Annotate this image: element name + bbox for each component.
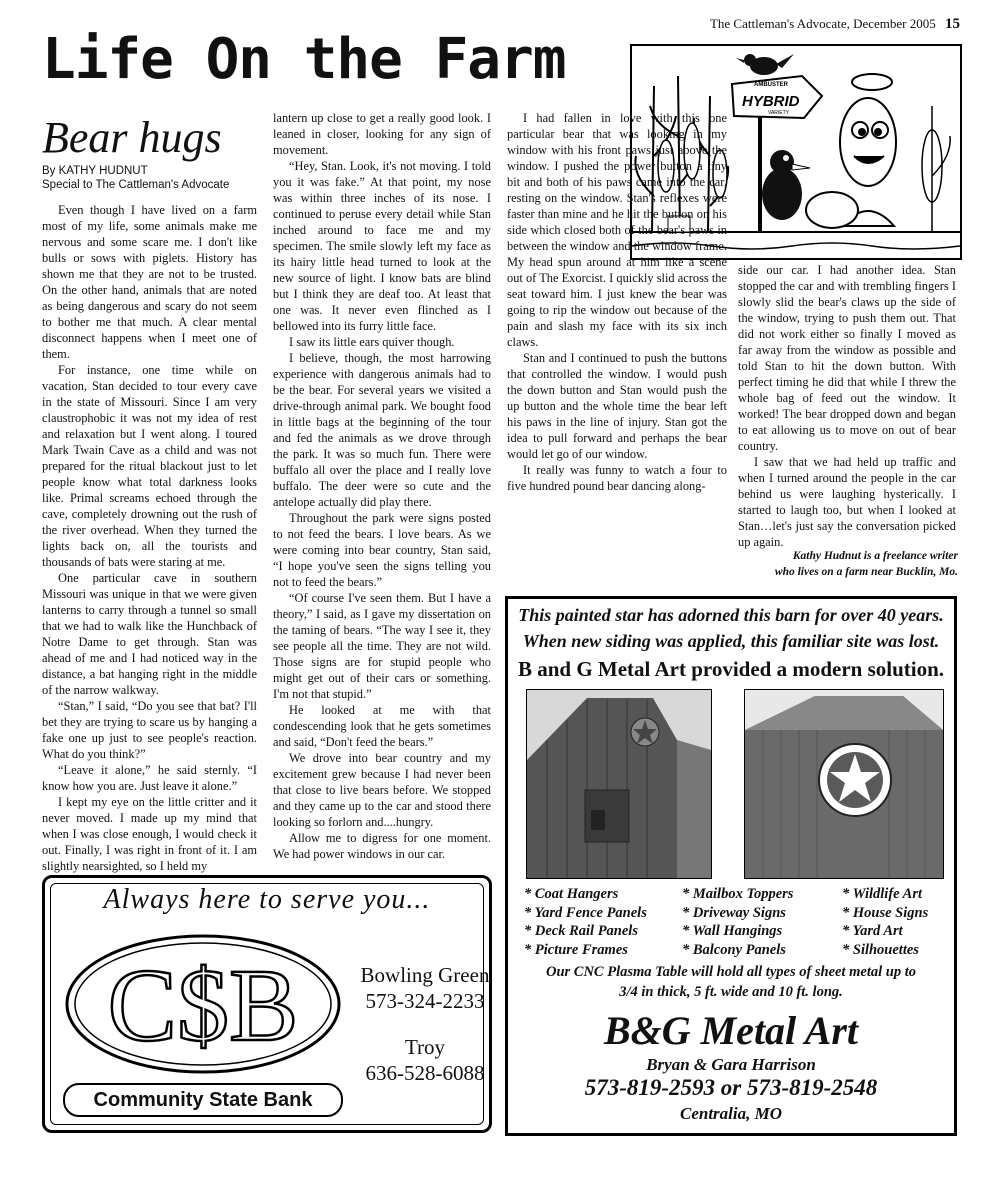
paragraph: I had fallen in love with this one particular bear that was looking in my window with his front paws just above the window. I pushed the power button a tiny bit and both of his paws came into the car, resting on the window. Stan's reflexes were faster than mine and he hit the button on his side which closed both of the bear's paws in between the window and the window frame. My head spun around at him like a scene out of The Exorcist. I quickly slid across the seat toward him. I just knew the bear was going to rip the window out because of the pain and slash my face with its six inch claws. <box>507 111 727 349</box>
paragraph: “Hey, Stan. Look, it's not moving. I told you it was fake.” At that point, my nose was within three inches of its nose. I continued to peruse every detail while Stan inched around to face me and my specimen. The smile slowly left my face as its hairy little head turned to look at the new source of light. I know bats are blind but I think they are deaf too. At least that one was. It never even flinched as I bellowed into its furry little face. <box>273 159 491 333</box>
location-phone: 636-528-6088 <box>365 1061 485 1085</box>
bank-logo-text: C$B <box>107 948 299 1063</box>
section-title: Life On the Farm <box>42 27 566 92</box>
paragraph: lantern up close to get a really good look. I leaned in closer, looking for any sign of movement. <box>273 111 491 157</box>
article-headline: Bear hugs <box>42 113 222 162</box>
paragraph: Throughout the park were signs posted to not feed the bears. I love bears. As we were coming into bear country, Stan said, “I hope you've seen the signs telling you not to feed the bears.” <box>273 511 491 589</box>
feature-item: * Yard Art <box>842 923 903 939</box>
paragraph: “Stan,” I said, “Do you see that bat? I'll bet they are trying to scare us by hanging a fake one up just to see people's reaction. What do you think?” <box>42 699 257 761</box>
feature-item: * Deck Rail Panels <box>524 923 638 939</box>
feature-item: * Wildlife Art <box>842 886 923 902</box>
features-list-3 <box>842 885 928 959</box>
business-location: Centralia, MO <box>679 1104 783 1123</box>
cnc-description <box>520 962 942 1002</box>
article-column-4 <box>738 262 956 550</box>
paragraph: For instance, one time while on vacation, Stan decided to tour every cave in the state of Missouri. Since I am very claustrophobic it was not my idea of rest and relaxation but I went along. I toured Mark Twain Cave as a child and was not prepared for the ritual blackout just to let people know what total darkness looks like. Primal screams echoed through the cave, completely drowning out the rush of the river overhead. When they turned the lights back on, all the tourists and thousands of bats were staring at me. <box>42 363 257 569</box>
features-list-2 <box>682 885 793 959</box>
feature-item: * Yard Fence Panels <box>524 904 647 921</box>
paragraph: I believe, though, the most harrowing experience with dangerous animals had to be the bear. For several years we visited a drive-through animal park. We bought food in little bags at the beginning of the tour and fed the animals as we drove through the park. It was so much fun. There were buffalo all over the place and I really love buffalo. The deer were so cute and the antelope actually did play there. <box>273 351 491 509</box>
ad-headline-1: This painted star has adorned this barn for over 40 years. <box>518 605 944 625</box>
article-column-1 <box>42 202 257 874</box>
paragraph: “Of course I've seen them. But I have a theory,” I said, as I gave my dissertation on the taming of bears. “The way I see it, they see people all the time. They are not wild. Those signs are for stupid people who might get out of their cars or something. I'm not that stupid.” <box>273 591 491 701</box>
bio-line: Kathy Hudnut is a freelance writer <box>792 550 958 562</box>
features-list-1 <box>524 885 647 959</box>
publication-name: The Cattleman's Advocate, December 2005 <box>709 16 936 31</box>
paragraph: Allow me to digress for one moment. We had power windows in our car. <box>273 831 491 861</box>
feature-item: * Mailbox Toppers <box>682 886 794 902</box>
ad-headline-3: B and G Metal Art provided a modern solution. <box>517 657 945 681</box>
location-phone: 573-324-2233 <box>365 989 485 1013</box>
article-column-2 <box>273 110 491 862</box>
sign-top-text: AMBUSTER <box>754 82 788 88</box>
brand-name: B&G Metal Art <box>603 1008 859 1053</box>
paragraph: One particular cave in southern Missouri was unique in that we were given lanterns to carry through a tunnel so small that we had to walk like the Hunchback of Notre Dame to get through. Stan was ahead of me and I had noticed way in the distance, a bat hanging right in the middle of the narrow walkway. <box>42 571 257 697</box>
bank-name: Community State Bank <box>63 1083 343 1117</box>
new-barn-photo <box>744 689 944 879</box>
paragraph: “Leave it alone,” he said sternly. “I know how you are. Just leave it alone.” <box>42 763 257 793</box>
byline-affiliation: Special to The Cattleman's Advocate <box>42 179 230 191</box>
location-bowling-green <box>355 962 495 1014</box>
owners-names: Bryan & Gara Harrison <box>646 1055 816 1074</box>
bg-metal-art-ad <box>505 596 957 1136</box>
phone-numbers: 573-819-2593 or 573-819-2548 <box>584 1075 878 1100</box>
paragraph: We drove into bear country and my excitement grew because I had never been that close to live bears before. We stopped and they came up to the car and stood there looking so forlorn and....hungry. <box>273 751 491 829</box>
feature-item: * Picture Frames <box>524 941 628 958</box>
paragraph: It really was funny to watch a four to five hundred pound bear dancing along- <box>507 463 727 493</box>
paragraph: I saw its little ears quiver though. <box>289 335 455 349</box>
feature-item: * Silhouettes <box>842 941 919 958</box>
feature-item: * Driveway Signs <box>682 904 786 921</box>
bird-icon <box>762 150 810 220</box>
author-bio <box>738 548 958 580</box>
paragraph: He looked at me with that condescending look that he gets sometimes and said, “Don't feed the bears.” <box>273 703 491 749</box>
bank-logo-icon <box>63 932 343 1082</box>
ad-headline-2: When new siding was applied, this familiar site was lost. <box>522 631 940 651</box>
sign-bottom-text: VARIETY <box>768 110 790 116</box>
sign-main-text: HYBRID <box>742 93 800 110</box>
location-city: Bowling Green <box>360 963 490 987</box>
old-barn-photo <box>526 689 712 879</box>
feature-item: * House Signs <box>842 904 929 921</box>
feature-item: * Wall Hangings <box>682 923 783 939</box>
cnc-line: Our CNC Plasma Table will hold all types of sheet metal up to <box>545 964 917 980</box>
crow-icon <box>736 54 794 75</box>
paragraph: I kept my eye on the little critter and it never moved. I made up my mind that when I was close enough, I would check it out. Finally, I was right in front of it. I am slightly nearsighted, so I held my <box>42 795 257 873</box>
feature-item: * Balcony Panels <box>682 941 786 958</box>
paragraph: Even though I have lived on a farm most of my life, some animals make me nervous and some scare me. I don't like bulls or sows with piglets. History has shown me that they are not to be trusted. On the other hand, animals that are noted as being dangerous and scary do not seem to bother me that much. A clear mental disconnect happens when I meet one of them. <box>42 203 257 361</box>
location-city: Troy <box>404 1035 446 1059</box>
page-number: 15 <box>945 16 960 32</box>
article-column-3 <box>507 110 727 494</box>
location-troy <box>355 1034 495 1086</box>
article-byline <box>42 164 229 192</box>
bio-line: who lives on a farm near Bucklin, Mo. <box>774 566 958 578</box>
byline-author: By KATHY HUDNUT <box>42 165 148 177</box>
feature-item: * Coat Hangers <box>524 886 619 902</box>
paragraph: I saw that we had held up traffic and when I turned around the people in the car behind us were laughing hysterically. I started to laugh too, but when I looked at Stan…let's just say the conversation picked up again. <box>738 455 956 549</box>
paragraph: Stan and I continued to push the buttons that controlled the window. I would push the down button and Stan would push the up button and the whole time the bear left his paws in the line of injury. Stan got the idea to pull forward and perhaps the bear would let go of our window. <box>507 351 727 461</box>
page-header <box>640 16 960 33</box>
community-state-bank-ad <box>42 875 492 1133</box>
cnc-line: 3/4 in thick, 5 ft. wide and 10 ft. long. <box>619 984 843 1000</box>
bank-slogan: Always here to serve you... <box>103 884 431 915</box>
paragraph: side our car. I had another idea. Stan stopped the car and with trembling fingers I slowly slid the bear's claws up the side of the window, trying to push them out. That did not work either so finally I moved as far away from the window as possible and told Stan to hit the down button. With perfect timing he did that while I threw the whole bag of feed out the window. It worked! The bear dropped down and began to eat allowing us to move on out of bear country. <box>738 263 956 453</box>
